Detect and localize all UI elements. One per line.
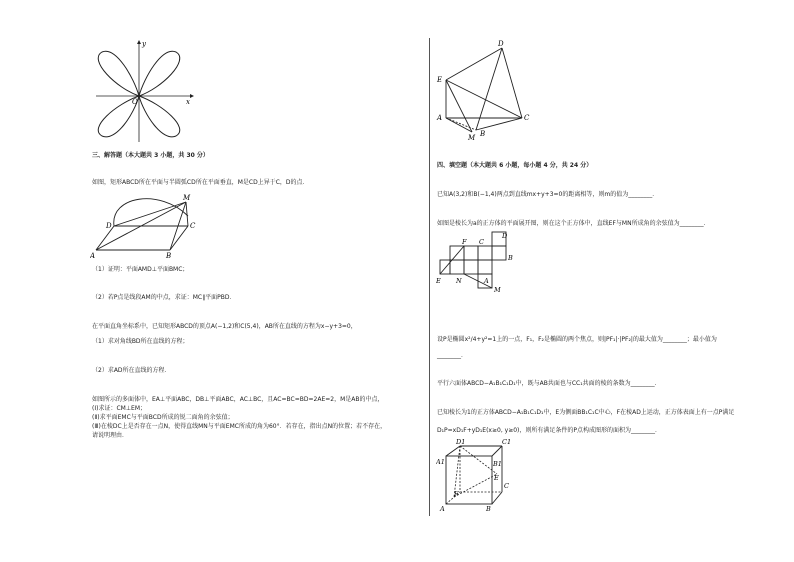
label-e: E [436, 277, 441, 285]
cube-figure [436, 436, 516, 512]
label-c: C [479, 238, 484, 246]
label-a: A [440, 505, 445, 512]
column-divider [429, 38, 430, 516]
section4-heading: 四、填空题（本大题共 6 小题，每小题 4 分，共 24 分） [437, 162, 593, 169]
label-n: N [456, 277, 462, 285]
label-d: D [498, 40, 504, 48]
edge-bc [492, 492, 502, 504]
edge-a1d1 [446, 446, 460, 456]
edge-ec [446, 80, 522, 118]
left-q2-part2: （2）求AD所在直线的方程． [92, 367, 171, 374]
origin-label: O [132, 98, 138, 106]
right-q5a: 已知棱长为1的正方体ABCD−A₁B₁C₁D₁中，E为侧面BB₁C₁C中心，F在棱AD上运动，正方体表面上有一点P满足 [437, 409, 735, 416]
label-d1: D1 [456, 438, 466, 446]
net-square-3 [478, 246, 492, 260]
y-axis-label: y [142, 40, 146, 48]
net-square-4 [492, 246, 506, 260]
left-q3-text: 如图所示的多面体中，EA⊥平面ABC，DB⊥平面ABC，AC⊥BC，且AC=BC=BD=2AE=2，M是AB的中点， [92, 396, 384, 403]
label-a: A [90, 252, 96, 260]
edge-b1c1 [492, 446, 502, 456]
rectangle-semicircle-figure [90, 190, 200, 260]
section3-heading: 三、解答题（本大题共 3 小题，共 30 分） [92, 152, 209, 159]
rose-petal-lower-right [139, 96, 180, 137]
label-b1: B1 [493, 460, 502, 468]
left-q3-part3b: 请说明理由． [92, 432, 129, 439]
label-m: M [183, 194, 191, 202]
label-b: B [166, 252, 172, 260]
label-b: B [480, 130, 486, 138]
label-e: E [437, 76, 443, 84]
left-q3-part3a: (Ⅲ)在棱DC上是否存在一点N，使得直线MN与平面EMC所成的角为60°．若存在，指出点N的位置；若不存在， [92, 423, 387, 430]
polyhedron-figure [434, 38, 538, 142]
net-square-7 [478, 260, 492, 274]
rose-petal-upper-left [98, 51, 139, 96]
left-q3-part1: (Ⅰ)求证：CM⊥EM； [92, 405, 147, 412]
edge-em [446, 80, 472, 132]
net-square-5 [450, 260, 464, 274]
net-square-6 [464, 260, 478, 274]
label-b: B [486, 505, 491, 512]
segment-dm [114, 202, 186, 226]
left-q1-text: 如图，矩形ABCD所在平面与半圆弧CD所在平面垂直，M是CD上异于C，D的点． [92, 179, 309, 186]
right-q1: 已知A(3,2)和B(−1,4)两点到直线mx+y+3=0的距离相等，则m的值为________． [437, 191, 659, 198]
y-axis-arrow [137, 40, 141, 44]
cube-net-figure [436, 228, 516, 294]
label-a: A [437, 114, 443, 122]
rose-curve-figure [92, 38, 196, 144]
right-q4: 平行六面体ABCD−A₁B₁C₁D₁中，既与AB共面也与CC₁共面的棱的条数为________． [437, 380, 661, 387]
right-q2: 如图是棱长为a的正方体的平面展开图，则在这个正方体中，直线EF与MN所成角的余弦值为________． [437, 220, 710, 227]
label-c: C [524, 114, 530, 122]
label-m: M [468, 134, 476, 142]
segment-d1e [460, 446, 497, 474]
rose-petal-upper-right [139, 51, 180, 96]
edge-bc [476, 118, 522, 130]
label-a1: A1 [436, 458, 445, 466]
right-q5b: D₁P=xD₁F+yD₁E(x≥0, y≥0)，则所有满足条件的P点构成图形的面积为________． [437, 427, 661, 434]
x-axis-arrow [190, 94, 194, 98]
left-q1-part2: （2）若P点是线段AM的中点，求证：MC∥平面PBD． [92, 294, 236, 301]
right-q3b: ________． [437, 352, 468, 359]
label-d: D [106, 222, 112, 230]
label-f: F [462, 238, 467, 246]
label-c1: C1 [502, 438, 512, 446]
left-q1-part1: （1）证明：平面AMD⊥平面BMC； [92, 266, 189, 273]
label-a: A [484, 277, 489, 285]
right-q3a: 设P是椭圆x²/4+y²=1上的一点，F₁，F₂是椭圆的两个焦点，则|PF₁|·|PF₂|的最大值为________；最小值为 [437, 336, 717, 343]
label-c: C [504, 482, 509, 490]
net-square-2 [464, 246, 478, 260]
left-q3-part2: (Ⅱ)求平面EMC与平面BCD所成的锐二面角的余弦值； [92, 414, 234, 421]
x-axis-label: x [186, 98, 190, 106]
label-d: D [502, 232, 508, 240]
label-e: E [494, 474, 499, 482]
label-b: B [508, 254, 513, 262]
left-q2-text: 在平面直角坐标系中，已知矩形ABCD的顶点A(−1,2)和C(5,4)，AB所在直线的方程为x−y+3=0， [92, 323, 357, 330]
left-q2-part1: （1）求对角线BD所在直线的方程； [92, 338, 189, 345]
label-m: M [494, 286, 501, 294]
label-c: C [190, 222, 196, 230]
label-f: F [454, 490, 459, 498]
edge-dc [502, 48, 522, 118]
edge-ab [446, 118, 476, 130]
segment-bc [170, 226, 188, 250]
segment-fe [454, 474, 497, 497]
